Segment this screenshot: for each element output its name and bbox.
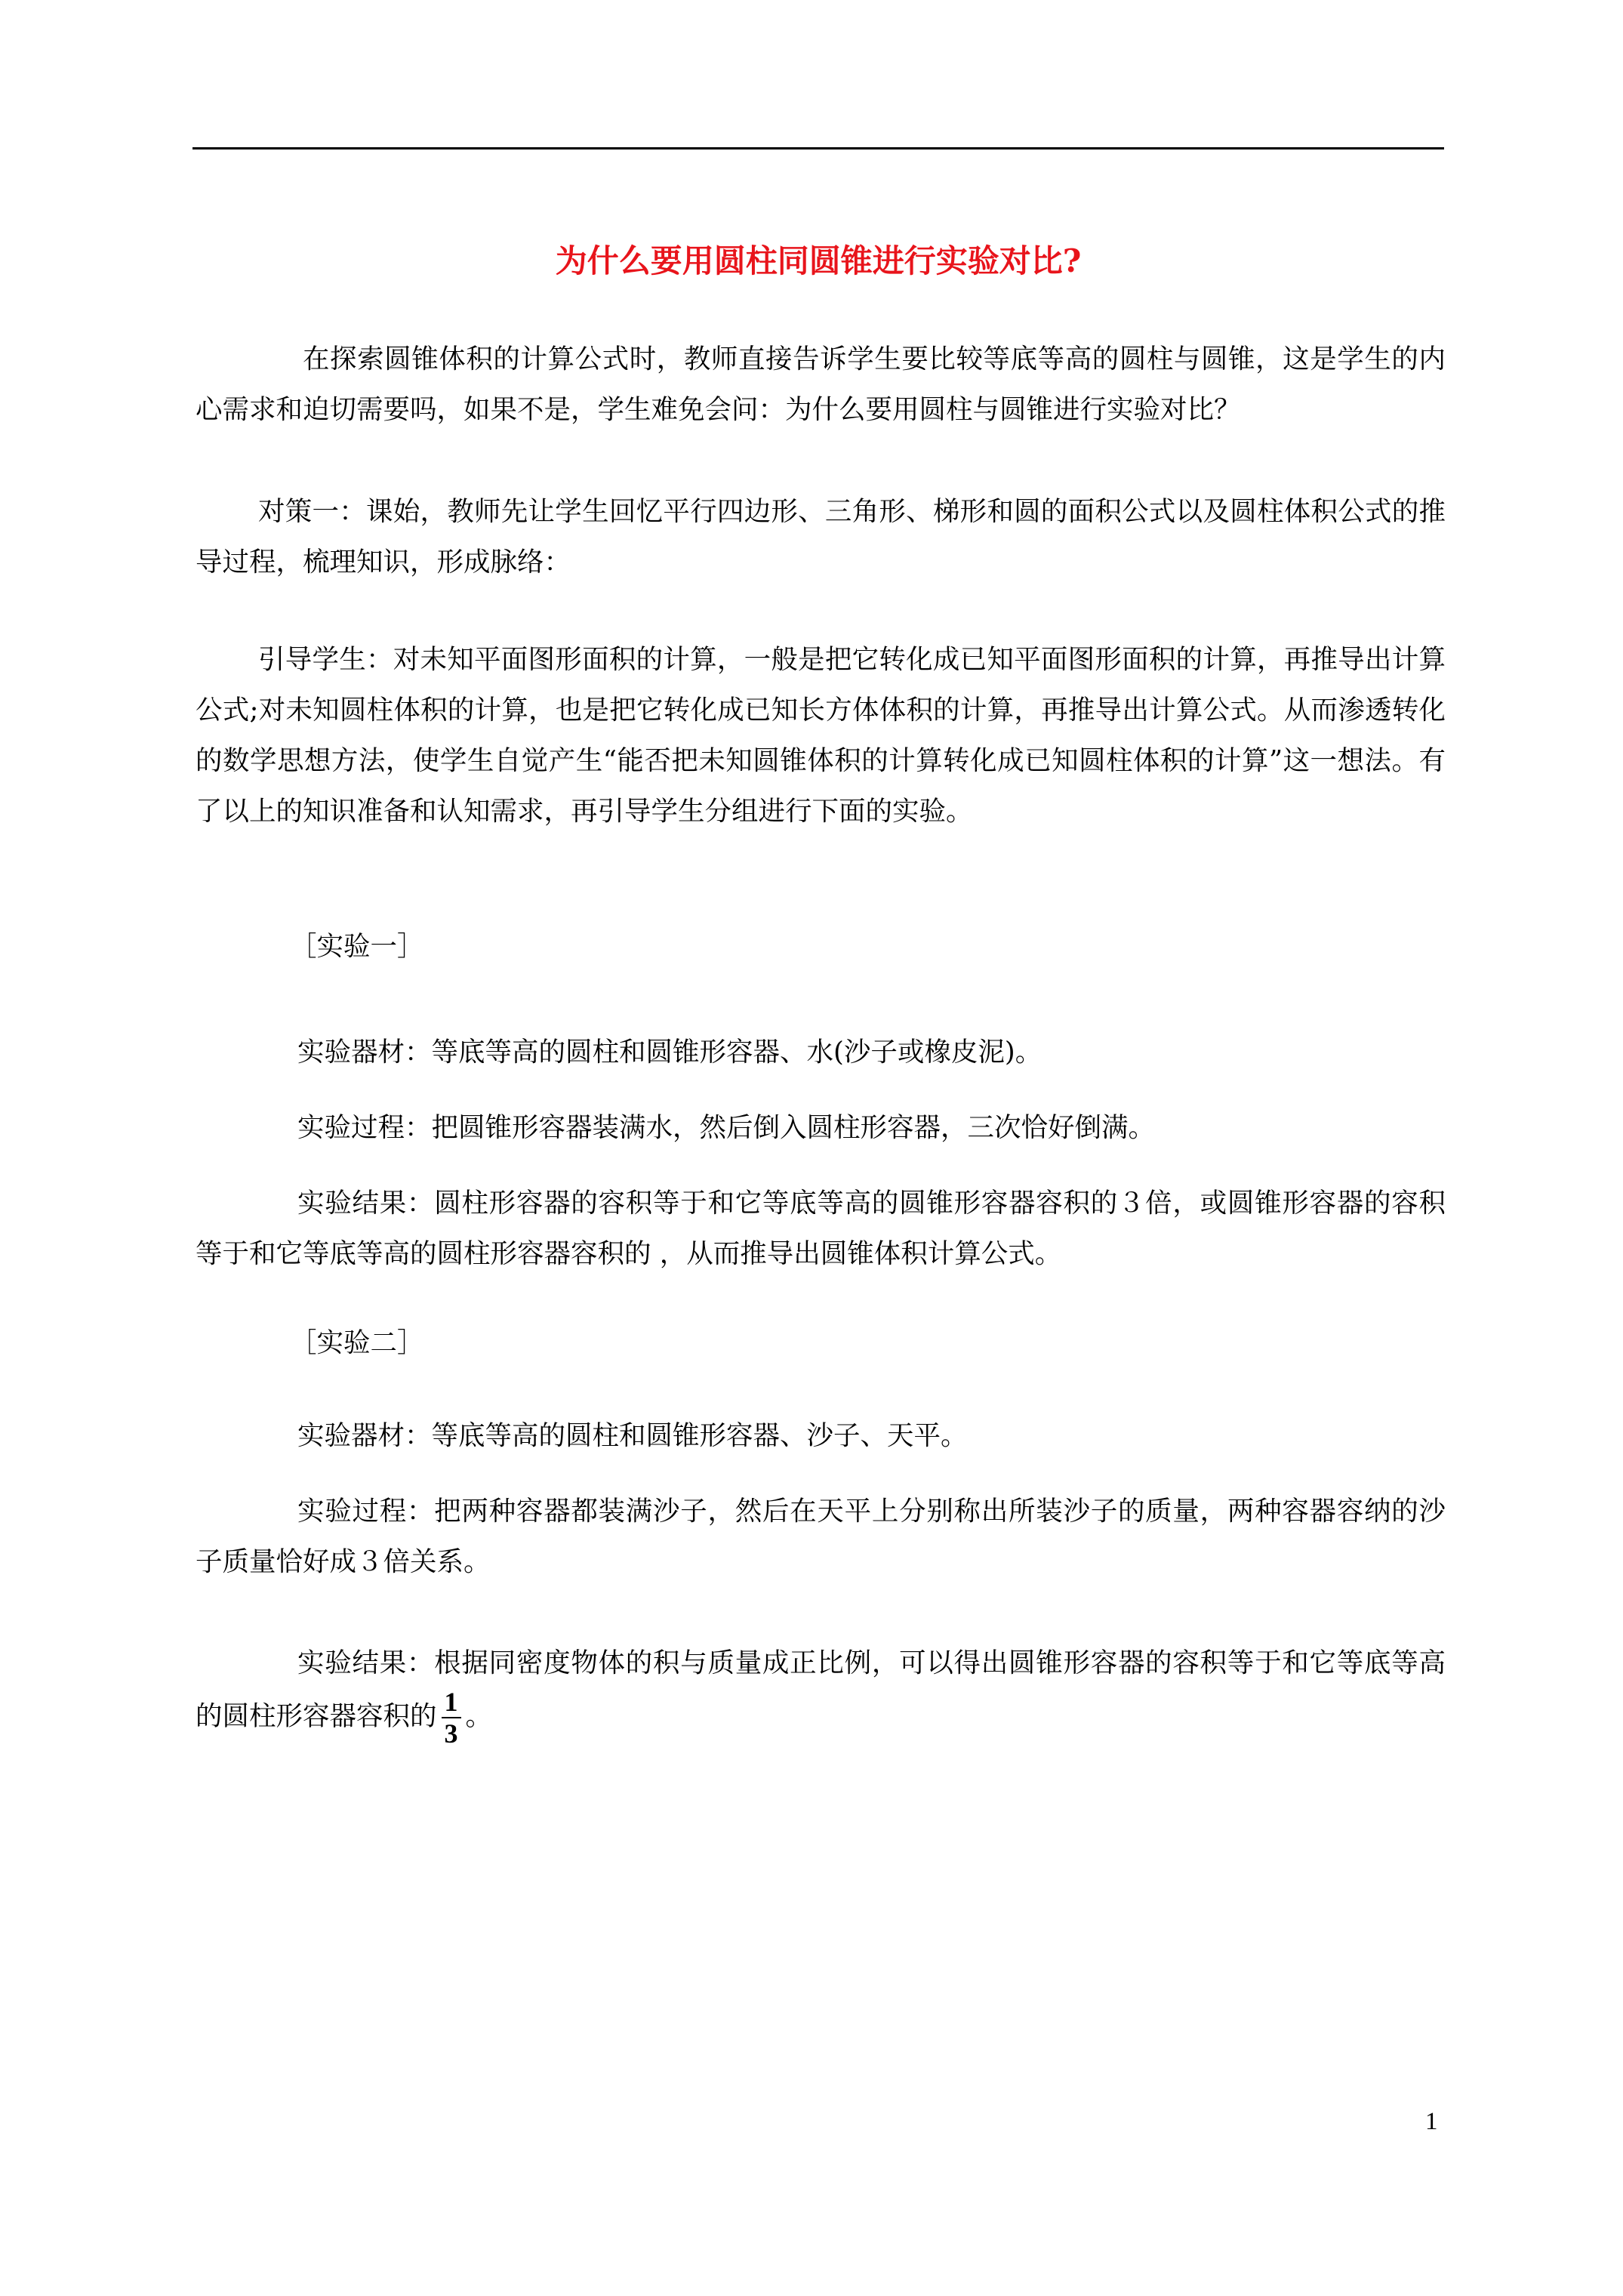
experiment2-result-text: 实验结果：根据同密度物体的积与质量成正比例，可以得出圆锥形容器的容积等于和它等底等高的圆柱形容器容积的	[196, 1647, 1446, 1732]
fraction-numerator: 1	[442, 1688, 461, 1718]
intro-paragraph: 在探索圆锥体积的计算公式时，教师直接告诉学生要比较等底等高的圆柱与圆锥，这是学生的内心需求和迫切需要吗，如果不是，学生难免会问：为什么要用圆柱与圆锥进行实验对比？	[196, 344, 1446, 425]
fraction-denominator: 3	[444, 1718, 458, 1749]
experiment1-materials: 实验器材：等底等高的圆柱和圆锥形容器、水(沙子或橡皮泥)。	[297, 1037, 1042, 1068]
page-number: 1	[1425, 2108, 1438, 2135]
experiment2-result	[196, 1638, 1446, 1747]
header-rule	[192, 147, 1444, 149]
experiment2-process: 实验过程：把两种容器都装满沙子，然后在天平上分别称出所装沙子的质量，两种容器容纳的沙子质量恰好成３倍关系。	[196, 1496, 1446, 1577]
one-third-fraction	[442, 1688, 461, 1747]
experiment2-materials: 实验器材：等底等高的圆柱和圆锥形容器、沙子、天平。	[297, 1420, 968, 1451]
document-title: 为什么要用圆柱同圆锥进行实验对比?	[555, 242, 1082, 279]
experiment1-label: ［实验一］	[290, 931, 424, 962]
experiment2-label: ［实验二］	[290, 1327, 424, 1358]
experiment1-process: 实验过程：把圆锥形容器装满水，然后倒入圆柱形容器，三次恰好倒满。	[297, 1112, 1156, 1143]
strategy-paragraph: 对策一：课始，教师先让学生回忆平行四边形、三角形、梯形和圆的面积公式以及圆柱体积公式的推导过程，梳理知识，形成脉络：	[196, 496, 1446, 578]
guidance-paragraph: 引导学生：对未知平面图形面积的计算，一般是把它转化成已知平面图形面积的计算，再推导出计算公式;对未知圆柱体积的计算，也是把它转化成已知长方体体积的计算，再推导出计算公式。从而渗透转化的数学思想方法，使学生自觉产生“能否把未知圆锥体积的计算转化成已知圆柱体积的计算”这一想法。有了以上的知识准备和认知需求，再引导学生分组进行下面的实验。	[196, 644, 1446, 827]
experiment1-result: 实验结果：圆柱形容器的容积等于和它等底等高的圆锥形容器容积的３倍，或圆锥形容器的容积等于和它等底等高的圆柱形容器容积的 ，从而推导出圆锥体积计算公式。	[196, 1188, 1446, 1269]
experiment2-result-end: 。	[465, 1700, 493, 1732]
